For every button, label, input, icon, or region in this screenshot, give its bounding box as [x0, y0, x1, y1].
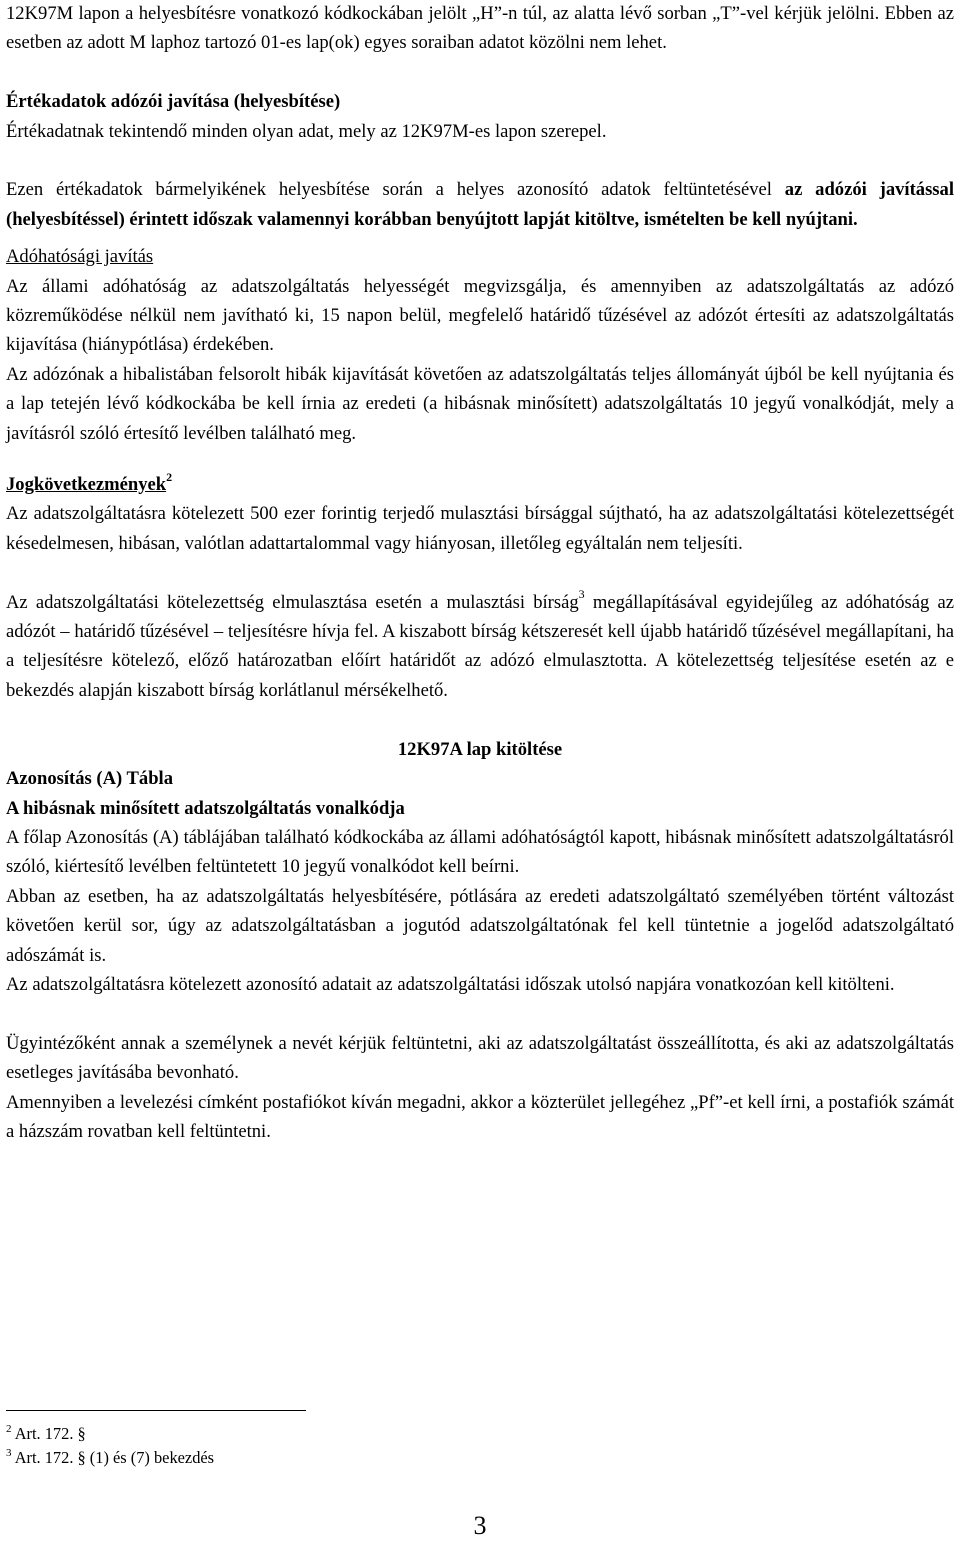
footnote-ref-2: 2 — [166, 469, 173, 484]
jog-paragraph-1: Az adatszolgáltatásra kötelezett 500 ezer forintig terjedő mulasztási bírsággal sújtható, ha az adatszolgáltatási kötelezettségét késedelmesen, hibásan, valótlan adattartalommal vagy hiányosan, illetőleg egyáltalán nem teljesíti. — [6, 503, 954, 554]
table-heading-azonositas: Azonosítás (A) Tábla — [6, 768, 174, 790]
vonalkod-paragraph-3: Az adatszolgáltatásra kötelezett azonosító adatait az adatszolgáltatási időszak utolsó napjára vonatkozóan kell kitölteni. — [6, 973, 895, 995]
intro-paragraph: 12K97M lapon a helyesbítésre vonatkozó kódkockában jelölt „H”-n túl, az alatta lévő sorban „T”-vel kérjük jelölni. Ebben az esetben az adott M laphoz tartozó 01-es lap(ok) egyes soraiban adatot közölni nem lehet. — [6, 3, 954, 54]
subheading-vonalkod: A hibásnak minősített adatszolgáltatás vonalkódja — [6, 797, 405, 819]
document-page — [6, 0, 954, 1146]
footnote-text: Art. 172. § (1) és (7) bekezdés — [11, 1448, 215, 1467]
footnotes — [6, 1422, 214, 1470]
page-number: 3 — [473, 1511, 487, 1540]
section-heading-adohatosagi: Adóhatósági javítás — [6, 246, 154, 268]
jog-p2-rest: megállapításával egyidejűleg az adóhatóság az adózót – határidő tűzésével – teljesítésre hívja fel. A kiszabott bírság kétszeresét kell újabb határidő tűzésével megállapítani, ha a teljesítésre kötelező, előző határozatban előírt határidőt az adózó elmulasztotta. A kötelezettség teljesítése esetén az e bekezdés alapján kiszabott bírság korlátlanul mérsékelhető. — [6, 591, 954, 701]
footnote — [6, 1446, 214, 1470]
footnote-number: 2 — [6, 1422, 12, 1435]
ezen-paragraph — [6, 175, 954, 234]
ugyintezo-paragraph: Ügyintézőként annak a személynek a nevét kérjük feltüntetni, aki az adatszolgáltatást összeállította, és aki az adatszolgáltatás esetleges javításába bevonható. — [6, 1032, 954, 1084]
footnote-number: 3 — [6, 1446, 12, 1459]
vonalkod-paragraph-1: A főlap Azonosítás (A) táblájában található kódkockába az állami adóhatóságtól kapott, hibásnak minősített adatszolgáltatásról szóló, kiértesítő levélben feltüntetett 10 jegyű vonalkódot kell beírni. — [6, 826, 954, 878]
adohatosagi-paragraph-2: Az adózónak a hibalistában felsorolt hibák kijavítását követően az adatszolgáltatás teljes állományát újból be kell nyújtania és a lap tetején lévő kódkockába be kell írnia az eredeti (a hibásnak minősített) adatszolgáltatás 10 jegyű vonalkódját, mely a javításról szóló értesítő levélben található meg. — [6, 363, 954, 444]
footnote-ref-3: 3 — [578, 587, 585, 602]
ezen-plain: Ezen értékadatok bármelyikének helyesbítése során a helyes azonosító adatok feltüntetésével — [6, 179, 785, 201]
jog-paragraph-2 — [6, 588, 954, 706]
ezen-bold: az adózói javítással (helyesbítéssel) érintett időszak valamennyi korábban benyújtott lapját kitöltve, ismételten be kell nyújtani. — [6, 179, 955, 230]
section-heading-ertekadatok: Értékadatok adózói javítása (helyesbítése) — [6, 91, 341, 113]
postafiok-paragraph: Amennyiben a levelezési címként postafiókot kíván megadni, akkor a közterület jellegéhez „Pf”-et kell írni, a postafiók számát a házszám rovatban kell feltüntetni. — [6, 1091, 954, 1142]
footnote-text: Art. 172. § — [11, 1424, 86, 1443]
vonalkod-paragraph-2: Abban az esetben, ha az adatszolgáltatás helyesbítésére, pótlására az eredeti adatszolgáltató személyében történt változást követően kerül sor, úgy az adatszolgáltatásban a jogutód adatszolgáltatónak fel kell tüntetnie a jogelőd adatszolgáltató adószámát is. — [6, 885, 954, 966]
jog-title: Jogkövetkezmények — [6, 474, 167, 496]
section-heading-jogkovetkezmenyek — [6, 470, 954, 499]
jog-p2-start: Az adatszolgáltatási kötelezettség elmulasztása esetén a mulasztási bírság — [6, 591, 579, 613]
adohatosagi-paragraph-1: Az állami adóhatóság az adatszolgáltatás helyességét megvizsgálja, és amennyiben az adatszolgáltatás az adózó közreműködése nélkül nem javítható ki, 15 napon belül, megfelelő határidő tűzésével az adózót értesíti az adatszolgáltatás kijavítása (hiánypótlása) érdekében. — [6, 275, 954, 356]
ertekadatok-text: Értékadatnak tekintendő minden olyan adat, mely az 12K97M-es lapon szerepel. — [6, 120, 607, 142]
footnote — [6, 1422, 214, 1446]
page-section-title: 12K97A lap kitöltése — [397, 738, 563, 760]
footnote-separator — [6, 1410, 306, 1411]
